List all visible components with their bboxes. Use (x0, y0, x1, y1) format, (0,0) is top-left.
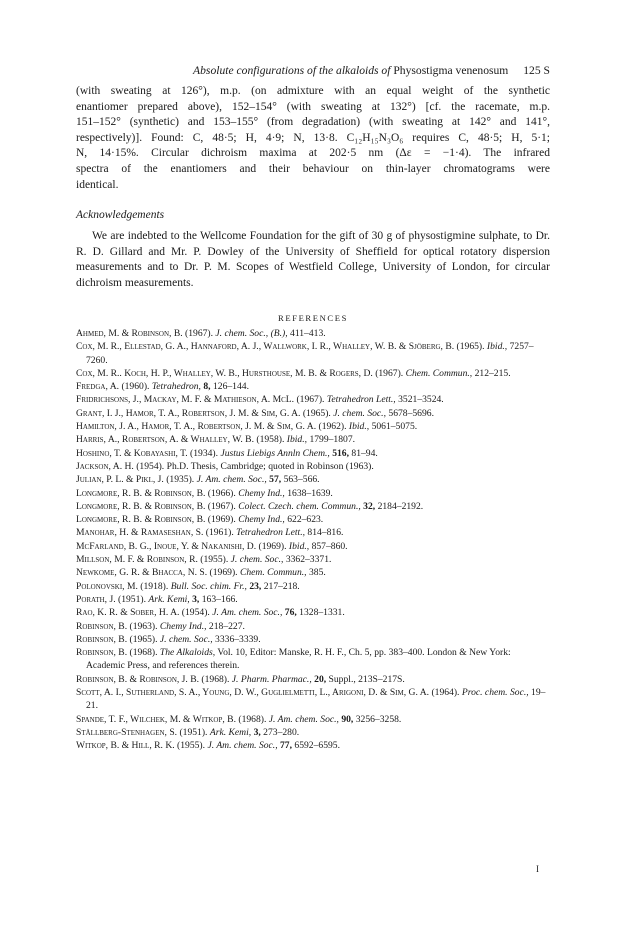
reference-volume: 32, (363, 500, 376, 512)
reference-journal: J. chem. Soc., (230, 554, 284, 566)
reference-item (76, 367, 550, 380)
reference-pages: 814–816. (307, 527, 344, 539)
reference-authors: Jackson, A. H. (1954). (76, 460, 165, 472)
reference-journal: J. Am. chem. Soc., (212, 607, 283, 619)
reference-authors: Witkop, B. & Hill, R. K. (1955). (76, 740, 206, 752)
body-line: spectra of the enantiomers and their behaviour on thin-layer chromatograms were (76, 162, 550, 175)
reference-journal: Justus Liebigs Annln Chem., (220, 447, 330, 459)
experimental-paragraph (76, 84, 550, 193)
reference-journal: J. Am. chem. Soc., (207, 740, 278, 752)
reference-item (76, 686, 550, 713)
reference-journal: J. Am. chem. Soc., (268, 713, 339, 725)
reference-journal: Ibid., (348, 421, 370, 433)
reference-item (76, 620, 550, 633)
reference-pages: 3362–3371. (285, 554, 332, 566)
reference-pages: 3336–3339. (215, 633, 261, 645)
references-list (76, 327, 550, 753)
reference-pages: 218–227. (208, 620, 245, 632)
reference-journal: Chemy Ind., (159, 620, 207, 632)
reference-item (76, 646, 550, 673)
reference-pages: 1799–1807. (309, 434, 356, 446)
reference-pages: 5678–5696. (388, 407, 434, 419)
reference-item (76, 580, 550, 593)
reference-authors: Polonovski, M. (1918). (76, 580, 169, 592)
body-line: 151–152° (synthetic) and 153–155° (from degradation) (with sweating at 142° and 141°, (76, 116, 550, 129)
reference-journal: Tetrahedron, (151, 381, 201, 393)
body-line: respectively)]. Found: C, 48·5; H, 4·9; N, 13·8. C₁₂H₁₅N₃O₆ requires C, 48·5; H, 5·1; (76, 131, 550, 144)
running-head-title: Absolute configurations of the alkaloids of (193, 64, 391, 77)
reference-journal: Ibid., (288, 540, 310, 552)
reference-authors: Fridrichsons, J., Mackay, M. F. & Mathieson, A. McL. (1967). (76, 394, 325, 406)
reference-authors: Newkome, G. R. & Bhacca, N. S. (1969). (76, 567, 238, 579)
page-number: 125 S (523, 64, 550, 77)
reference-volume: 516, (332, 447, 349, 459)
reference-authors: Grant, I. J., Hamor, T. A., Robertson, J. M. & Sim, G. A. (1965). (76, 407, 331, 419)
reference-volume: 3, (253, 726, 261, 738)
reference-pages: 126–144. (212, 381, 249, 393)
reference-authors: Rao, K. R. & Sober, H. A. (1954). (76, 607, 210, 619)
reference-pages: 3521–3524. (398, 394, 444, 406)
reference-item (76, 633, 550, 646)
reference-authors: Harris, A., Robertson, A. & Whalley, W. B. (1958). (76, 434, 285, 446)
reference-journal: Ark. Kemi, (209, 726, 252, 738)
reference-item (76, 593, 550, 606)
reference-pages: Vol. 10, Editor: Manske, R. H. F., Ch. 5, pp. 383–400. London & New York: Academic Press, and references therein. (86, 647, 511, 672)
reference-pages: 19–21. (86, 687, 546, 712)
reference-journal: J. chem. Soc., (159, 633, 213, 645)
reference-item (76, 500, 550, 513)
reference-pages: 217–218. (263, 580, 300, 592)
reference-journal: Proc. chem. Soc., (461, 687, 529, 699)
reference-journal: Bull. Soc. chim. Fr., (170, 580, 247, 592)
reference-journal: Colect. Czech. chem. Commun., (238, 500, 361, 512)
reference-pages: 1638–1639. (287, 487, 333, 499)
reference-item (76, 380, 550, 393)
reference-item (76, 526, 550, 539)
reference-item (76, 473, 550, 486)
reference-volume: 57, (269, 474, 282, 486)
reference-item (76, 447, 550, 460)
reference-item (76, 487, 550, 500)
reference-authors: Porath, J. (1951). (76, 593, 146, 605)
reference-item (76, 460, 550, 473)
reference-pages: 3256–3258. (355, 713, 402, 725)
reference-authors: Robinson, B. (1965). (76, 633, 158, 645)
reference-journal: Tetrahedron Lett., (236, 527, 305, 539)
reference-authors: Longmore, R. B. & Robinson, B. (1969). (76, 514, 236, 526)
reference-authors: Longmore, R. B. & Robinson, B. (1966). (76, 487, 236, 499)
reference-item (76, 407, 550, 420)
acknowledgements-heading: Acknowledgements (76, 209, 165, 221)
reference-authors: Spande, T. F., Wilchek, M. & Witkop, B. (1968). (76, 713, 267, 725)
reference-volume: 23, (249, 580, 262, 592)
reference-authors: Cox, M. R.. Koch, H. P., Whalley, W. B., Hursthouse, M. B. & Rogers, D. (1967). (76, 367, 404, 379)
reference-volume: 90, (341, 713, 354, 725)
reference-journal: Ibid., (486, 341, 508, 353)
reference-pages: 273–280. (263, 726, 300, 738)
reference-item (76, 726, 550, 739)
reference-item (76, 739, 550, 752)
reference-pages: 6592–6595. (294, 740, 340, 752)
running-head-genus: Physostigma venenosum (393, 64, 509, 77)
acknowledgements-text: We are indebted to the Wellcome Foundation for the gift of 30 g of physostigmine sulphate, to Dr. R. D. Gillard and Mr. P. Dowley of the University of Sheffield for optical rotatory dispersion measurements and to Dr. P. M. Scopes of Westfield College, University of London, for circular dichroism measurements. (76, 230, 550, 289)
reference-authors: McFarland, B. G., Inoue, Y. & Nakanishi, D. (1969). (76, 540, 287, 552)
reference-pages: 2184–2192. (377, 500, 424, 512)
reference-journal: Chem. Commun., (405, 367, 473, 379)
reference-journal: Chemy Ind., (238, 487, 285, 499)
reference-journal: J. Am. chem. Soc., (196, 474, 267, 486)
reference-journal: J. chem. Soc., (333, 407, 386, 419)
reference-item (76, 566, 550, 579)
reference-pages: 212–215. (474, 367, 511, 379)
reference-pages: 563–566. (283, 474, 320, 486)
reference-journal: Ibid., (286, 434, 308, 446)
reference-volume: 76, (284, 607, 297, 619)
reference-item (76, 433, 550, 446)
reference-authors: Fredga, A. (1960). (76, 381, 150, 393)
body-line: identical. (76, 178, 119, 191)
reference-pages: 81–94. (351, 447, 378, 459)
footer-mark: I (536, 864, 539, 874)
reference-pages: 163–166. (201, 593, 238, 605)
reference-authors: Robinson, B. & Robinson, J. B. (1968). (76, 673, 230, 685)
reference-journal: Ark. Kemi, (148, 593, 190, 605)
reference-pages: Suppl., 213S–217S. (328, 673, 405, 685)
reference-pages: 385. (308, 567, 326, 579)
body-line: enantiomer prepared above), 152–154° (with sweating at 132°) [cf. the racemate, m.p. (76, 100, 550, 113)
reference-pages: 5061–5075. (371, 421, 418, 433)
body-line: N, 14·15%. Circular dichroism maxima at 202·5 nm (Δε = −1·4). The infrared (76, 147, 550, 160)
reference-item (76, 340, 550, 367)
reference-pages: 1328–1331. (299, 607, 345, 619)
reference-pages: 411–413. (290, 328, 326, 339)
reference-pages: 7257–7260. (86, 341, 534, 366)
reference-authors: Longmore, R. B. & Robinson, B. (1967). (76, 500, 236, 512)
reference-authors: Robinson, B. (1963). (76, 620, 158, 632)
reference-journal: The Alkaloids, (159, 647, 216, 659)
reference-item (76, 553, 550, 566)
reference-authors: Ställberg-Stenhagen, S. (1951). (76, 726, 208, 738)
reference-item (76, 606, 550, 619)
reference-pages: Ph.D. Thesis, Cambridge; quoted in Robinson (1963). (166, 460, 374, 472)
reference-authors: Cox, M. R., Ellestad, G. A., Hannaford, A. J., Wallwork, I. R., Whalley, W. B. & Sjöberg, B. (1965). (76, 341, 485, 353)
reference-item (76, 327, 550, 340)
reference-volume: 8, (203, 381, 211, 393)
reference-item (76, 513, 550, 526)
reference-volume: 3, (192, 593, 200, 605)
running-head (76, 64, 550, 77)
references-heading: REFERENCES (278, 313, 348, 323)
reference-volume: 20, (314, 673, 327, 685)
reference-authors: Ahmed, M. & Robinson, B. (1967). (76, 328, 214, 339)
reference-journal: Chemy Ind., (238, 514, 285, 526)
body-line: (with sweating at 126°), m.p. (on admixture with an equal weight of the synthetic (76, 85, 550, 97)
reference-item (76, 713, 550, 726)
reference-authors: Manohar, H. & Ramaseshan, S. (1961). (76, 527, 234, 539)
reference-item (76, 673, 550, 686)
reference-journal: J. Pharm. Pharmac., (231, 673, 312, 685)
reference-item (76, 393, 550, 406)
reference-volume: 77, (280, 740, 292, 752)
reference-authors: Robinson, B. (1968). (76, 647, 158, 659)
reference-pages: 622–623. (287, 514, 324, 526)
reference-pages: 857–860. (311, 540, 348, 552)
reference-journal: Tetrahedron Lett., (326, 394, 396, 406)
reference-authors: Julian, P. L. & Pikl, J. (1935). (76, 474, 195, 486)
reference-journal: J. chem. Soc., (B.), (215, 328, 288, 339)
reference-authors: Hamilton, J. A., Hamor, T. A., Robertson, J. M. & Sim, G. A. (1962). (76, 421, 347, 433)
reference-item (76, 540, 550, 553)
reference-item (76, 420, 550, 433)
reference-authors: Millson, M. F. & Robinson, R. (1955). (76, 554, 229, 566)
reference-authors: Hoshino, T. & Kobayashi, T. (1934). (76, 447, 219, 459)
reference-journal: Chem. Commun., (239, 567, 307, 579)
reference-authors: Scott, A. I., Sutherland, S. A., Young, D. W., Guglielmetti, L., Arigoni, D. & Sim, G. A. (1964). (76, 687, 460, 699)
